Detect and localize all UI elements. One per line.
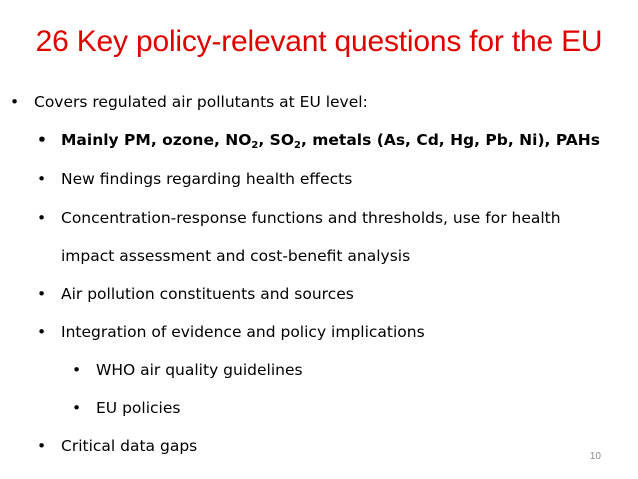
page-number: 10	[589, 451, 601, 462]
bullet-marker: •	[37, 131, 47, 149]
bullet-eu-policies	[72, 398, 180, 418]
bullet-covers	[10, 92, 368, 112]
bullet-mainly	[37, 130, 600, 150]
bullet-text: New findings regarding health effects	[61, 170, 353, 188]
slide-title: 26 Key policy-relevant questions for the EU	[35, 25, 603, 58]
bullet-integration	[37, 322, 425, 342]
bullet-text: impact assessment and cost-benefit analysis	[61, 247, 411, 265]
bullet-text-part: Mainly PM, ozone, NO	[61, 131, 252, 149]
bullet-gaps	[37, 436, 197, 456]
bullet-text: Critical data gaps	[61, 437, 198, 455]
bullet-findings	[37, 169, 352, 189]
bullet-text: EU policies	[96, 399, 181, 417]
bullet-text: Concentration-response functions and thresholds, use for health	[61, 209, 561, 227]
bullet-text: Integration of evidence and policy implications	[61, 323, 425, 341]
bullet-text: Air pollution constituents and sources	[61, 285, 354, 303]
subscript: 2	[294, 140, 301, 151]
bullet-text: Covers regulated air pollutants at EU level:	[34, 93, 368, 111]
bullet-marker: •	[37, 285, 47, 303]
bullet-constituents	[37, 284, 354, 304]
bullet-text-part: , metals (As, Cd, Hg, Pb, Ni), PAHs	[300, 131, 600, 149]
bullet-marker: •	[72, 399, 82, 417]
bullet-marker: •	[37, 437, 47, 455]
bullet-marker: •	[37, 170, 47, 188]
bullet-marker: •	[72, 361, 82, 379]
bullet-crf-continuation	[61, 246, 410, 266]
bullet-crf	[37, 208, 561, 228]
bullet-marker: •	[37, 323, 47, 341]
subscript: 2	[251, 140, 259, 151]
bullet-marker: •	[10, 93, 20, 111]
bullet-text-part: , SO	[258, 131, 295, 149]
bullet-marker: •	[37, 209, 47, 227]
bullet-text: WHO air quality guidelines	[96, 361, 303, 379]
bullet-who	[72, 360, 303, 380]
